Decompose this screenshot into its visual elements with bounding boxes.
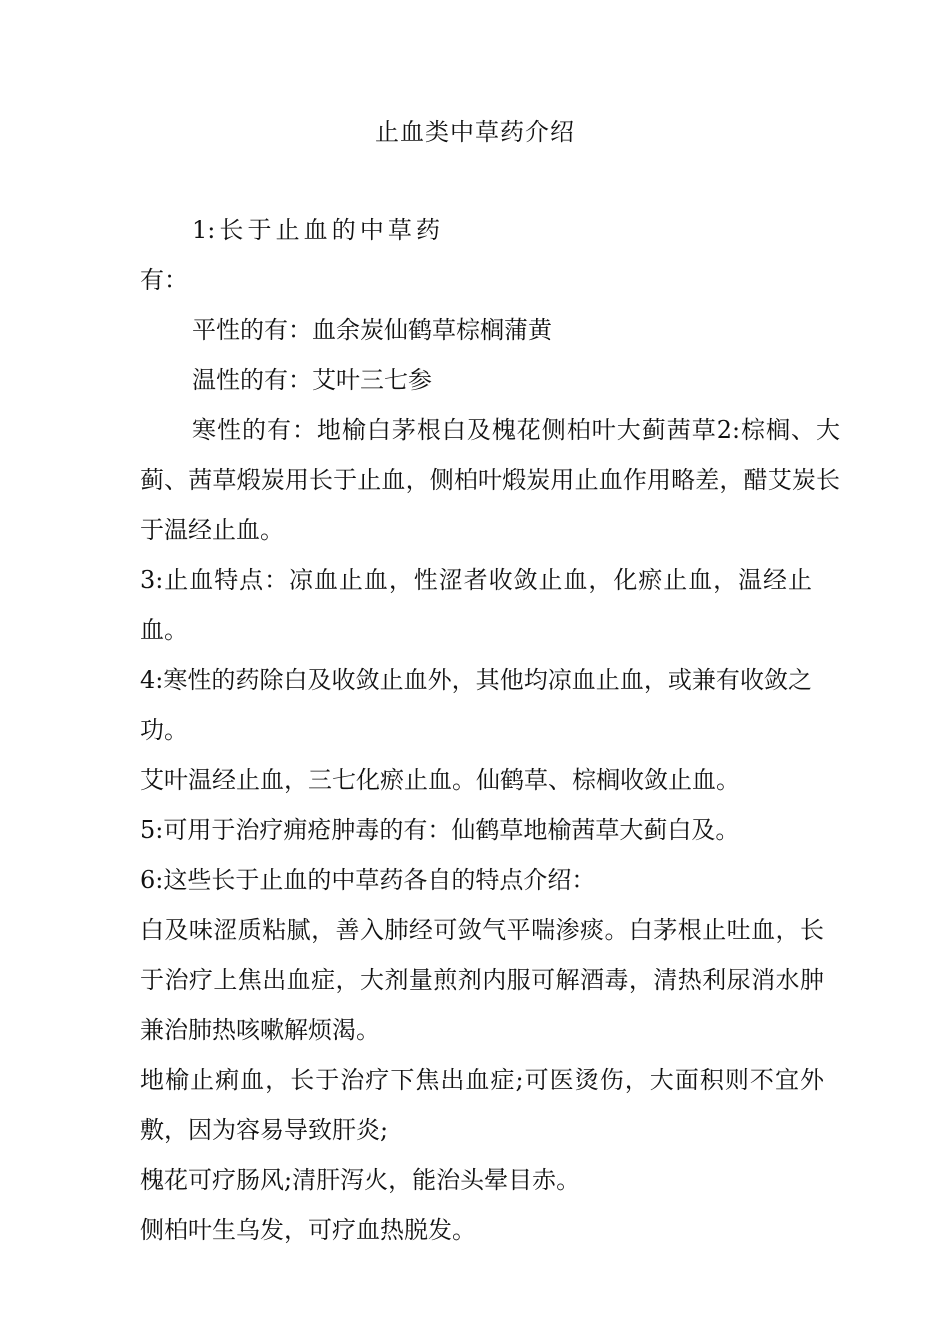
paragraph-3: 温性的有：艾叶三七参 [192, 366, 432, 394]
paragraph-5: 3:止血特点：凉血止血，性涩者收敛止血，化瘀止血，温经止血。 [140, 566, 812, 644]
paragraph-12: 槐花可疗肠风;清肝泻火，能治头晕目赤。 [140, 1166, 581, 1194]
paragraph-8: 5:可用于治疗痈疮肿毒的有：仙鹤草地榆茜草大蓟白及。 [140, 816, 740, 844]
paragraph-6: 4:寒性的药除白及收敛止血外，其他均凉血止血，或兼有收敛之功。 [140, 666, 812, 744]
paragraph-13: 侧柏叶生乌发，可疗血热脱发。 [140, 1216, 476, 1244]
document-body [140, 205, 840, 1255]
paragraph-11: 地榆止痢血，长于治疗下焦出血症;可医烫伤，大面积则不宜外敷，因为容易导致肝炎; [140, 1066, 824, 1144]
paragraph-2: 平性的有：血余炭仙鹤草棕榈蒲黄 [192, 316, 552, 344]
paragraph-10: 白及味涩质粘腻，善入肺经可敛气平喘渗痰。白茅根止吐血，长于治疗上焦出血症，大剂量煎剂内服可解酒毒，清热利尿消水肿兼治肺热咳嗽解烦渴。 [140, 916, 824, 1044]
paragraph-4: 寒性的有：地榆白茅根白及槐花侧柏叶大蓟茜草2:棕榈、大蓟、茜草煅炭用长于止血，侧柏叶煅炭用止血作用略差，醋艾炭长于温经止血。 [140, 416, 840, 544]
paragraph-9: 6:这些长于止血的中草药各自的特点介绍： [140, 866, 596, 894]
document-title: 止血类中草药介绍 [375, 118, 575, 146]
paragraph-1: 1:长于止血的中草药有： [140, 216, 440, 294]
paragraph-7: 艾叶温经止血，三七化瘀止血。仙鹤草、棕榈收敛止血。 [140, 766, 740, 794]
